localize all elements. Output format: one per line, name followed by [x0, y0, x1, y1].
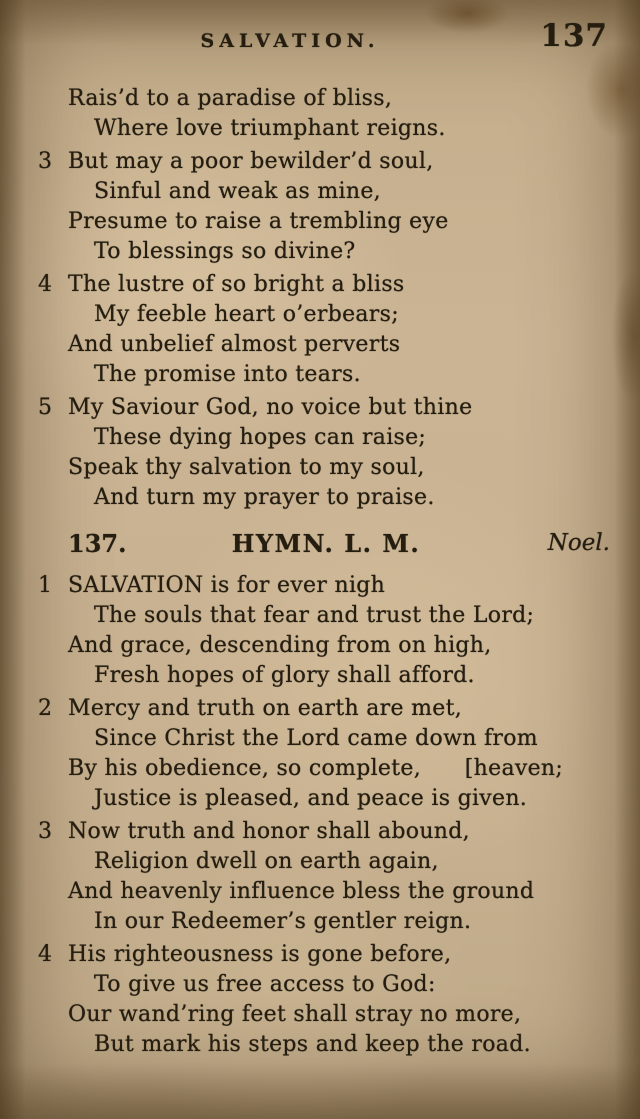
verse-line: These dying hopes can raise; — [94, 425, 427, 450]
verse-line: And grace, descending from on high, — [68, 633, 492, 658]
stanza — [38, 817, 614, 937]
stanza-lines — [68, 940, 614, 1060]
stanza-lines — [68, 571, 614, 691]
verse-line: Justice is pleased, and peace is given. — [94, 786, 528, 811]
stanza — [38, 84, 614, 144]
stanza — [38, 571, 614, 691]
verse-line: Presume to raise a trembling eye — [68, 209, 449, 234]
stanza — [38, 694, 614, 814]
verse-line: In our Redeemer’s gentler reign. — [94, 909, 472, 934]
verse-line: Rais’d to a paradise of bliss, — [68, 86, 393, 111]
verse-line: And turn my prayer to praise. — [94, 485, 435, 510]
verse-line: To give us free access to God: — [94, 972, 436, 997]
verse-line: Sinful and weak as mine, — [94, 179, 381, 204]
stanza-lines — [68, 694, 614, 814]
verse-line: But mark his steps and keep the road. — [94, 1032, 531, 1057]
stanza-list — [38, 571, 614, 1060]
stanza — [38, 940, 614, 1060]
verse-line: The promise into tears. — [94, 362, 361, 387]
verse-line: But may a poor bewilder’d soul, — [68, 149, 434, 174]
stanza-number: 4 — [38, 942, 52, 967]
page-header — [0, 0, 640, 70]
verse-line: Speak thy salvation to my soul, — [68, 455, 425, 480]
stanza-lines — [68, 270, 614, 390]
stanza-lines — [68, 393, 614, 513]
verse-line: The souls that fear and trust the Lord; — [94, 603, 535, 628]
stanza-number: 2 — [38, 696, 52, 721]
verse-line: By his obedience, so complete, [heaven; — [68, 756, 564, 781]
verse-line: SALVATION is for ever nigh — [68, 573, 386, 598]
verse-line: My Saviour God, no voice but thine — [68, 395, 473, 420]
verse-line: To blessings so divine? — [94, 239, 356, 264]
stanza-number: 4 — [38, 272, 52, 297]
verse-line: The lustre of so bright a bliss — [68, 272, 405, 297]
verse-line: And heavenly influence bless the ground — [68, 879, 535, 904]
hymn-tune-name: Noel. — [547, 530, 610, 556]
page-body — [0, 70, 640, 1060]
verse-line: His righteousness is gone before, — [68, 942, 452, 967]
stanza-number: 3 — [38, 819, 52, 844]
hymn-heading — [38, 523, 614, 567]
verse-line: My feeble heart o’erbears; — [94, 302, 399, 327]
verse-line: Religion dwell on earth again, — [94, 849, 439, 874]
verse-line: Now truth and honor shall abound, — [68, 819, 470, 844]
stanza — [38, 270, 614, 390]
running-title: SALVATION. — [200, 30, 380, 52]
stanza-number: 1 — [38, 573, 52, 598]
hymn-number: 137. — [68, 529, 127, 558]
hymn-137 — [38, 523, 614, 1060]
page-number: 137 — [540, 18, 608, 54]
verse-line: And unbelief almost perverts — [68, 332, 401, 357]
stanza — [38, 393, 614, 513]
verse-line: Our wand’ring feet shall stray no more, — [68, 1002, 522, 1027]
hymn-continuation — [38, 84, 614, 513]
stanza-lines — [68, 817, 614, 937]
stanza-number: 3 — [38, 149, 52, 174]
hymn-title: HYMN. L. M. — [231, 529, 421, 558]
stanza-list — [38, 84, 614, 513]
verse-line: Mercy and truth on earth are met, — [68, 696, 463, 721]
verse-line: Fresh hopes of glory shall afford. — [94, 663, 475, 688]
stanza — [38, 147, 614, 267]
stanza-lines — [68, 147, 614, 267]
stanza-lines — [68, 84, 614, 144]
verse-line: Where love triumphant reigns. — [94, 116, 446, 141]
stanza-number: 5 — [38, 395, 52, 420]
verse-line: Since Christ the Lord came down from — [94, 726, 538, 751]
